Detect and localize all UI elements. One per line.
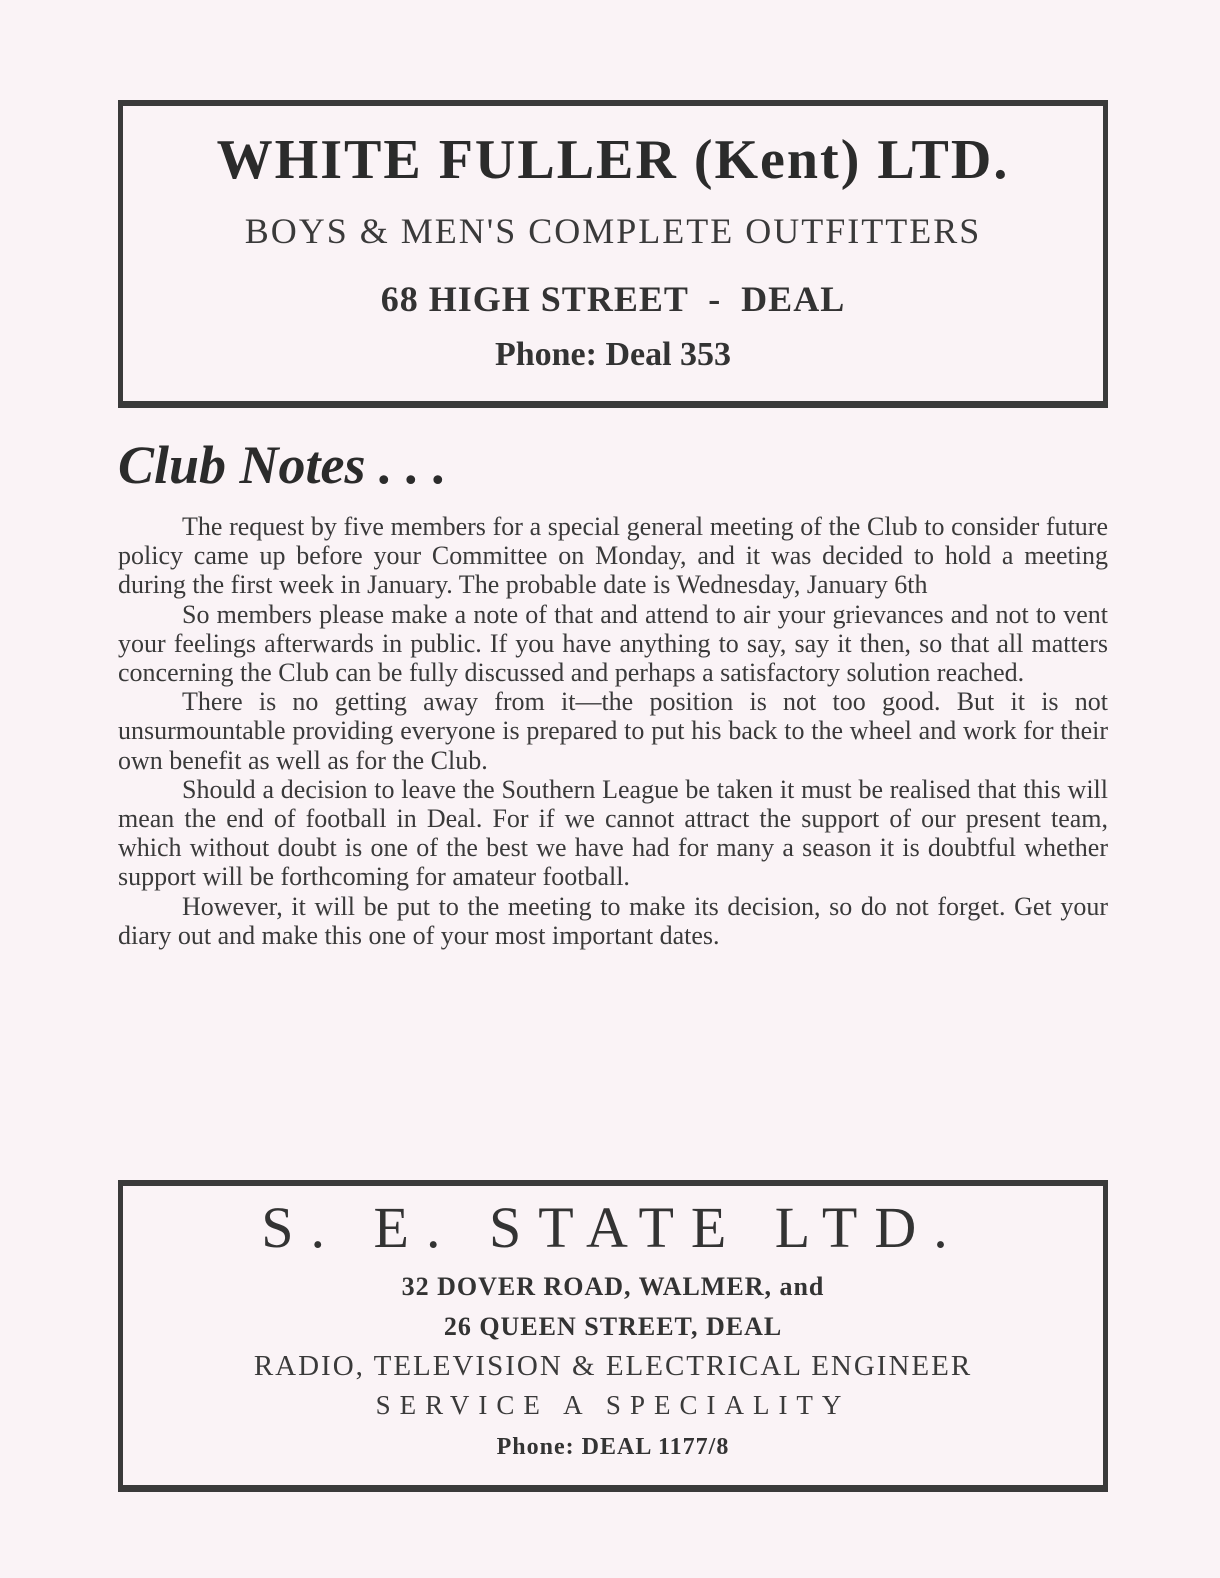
advert-address-line: 26 QUEEN STREET, DEAL: [443, 1312, 783, 1341]
advert-company-name: WHITE FULLER (Kent) LTD.: [216, 129, 1010, 191]
white-fuller-advert: [118, 100, 1108, 408]
article-body: [118, 512, 1108, 950]
advert-phone: Phone: Deal 353: [494, 336, 732, 373]
advert-address: 68 HIGH STREET - DEAL: [380, 279, 846, 319]
article-paragraph: There is no getting away from it—the position is not too good. But it is not unsurmountable providing everyone is prepared to put his back to the wheel and work for their own benefit as well as for the Club.: [118, 687, 1108, 775]
se-state-advert: [118, 1180, 1108, 1492]
advert-tagline: BOYS & MEN'S COMPLETE OUTFITTERS: [244, 211, 982, 251]
advert-address-line: 32 DOVER ROAD, WALMER, and: [401, 1272, 825, 1301]
article-paragraph: Should a decision to leave the Southern League be taken it must be realised that this will mean the end of football in Deal. For if we cannot attract the support of our present team, which without doubt is one of the best we have had for many a season it is doubtful whether support will be forthcoming for amateur football.: [118, 774, 1108, 892]
advert-speciality: SERVICE A SPECIALITY: [375, 1390, 851, 1420]
article-paragraph: However, it will be put to the meeting to make its decision, so do not forget. Get your diary out and make this one of your most important dates.: [118, 891, 1108, 950]
advert-company-name: S. E. STATE LTD.: [261, 1195, 965, 1260]
advert-service: RADIO, TELEVISION & ELECTRICAL ENGINEER: [253, 1350, 973, 1382]
article-paragraph: So members please make a note of that and attend to air your grievances and not to vent your feelings afterwards in public. If you have anything to say, say it then, so that all matters concerning the Club can be fully discussed and perhaps a satisfactory solution reached.: [118, 599, 1108, 688]
advert-phone: Phone: DEAL 1177/8: [496, 1434, 730, 1460]
article-paragraph: The request by five members for a special general meeting of the Club to consider future policy came up before your Committee on Monday, and it was decided to hold a meeting during the first week in January. The probable date is Wednesday, January 6th: [118, 512, 1108, 600]
article-heading: Club Notes . . .: [118, 435, 447, 495]
